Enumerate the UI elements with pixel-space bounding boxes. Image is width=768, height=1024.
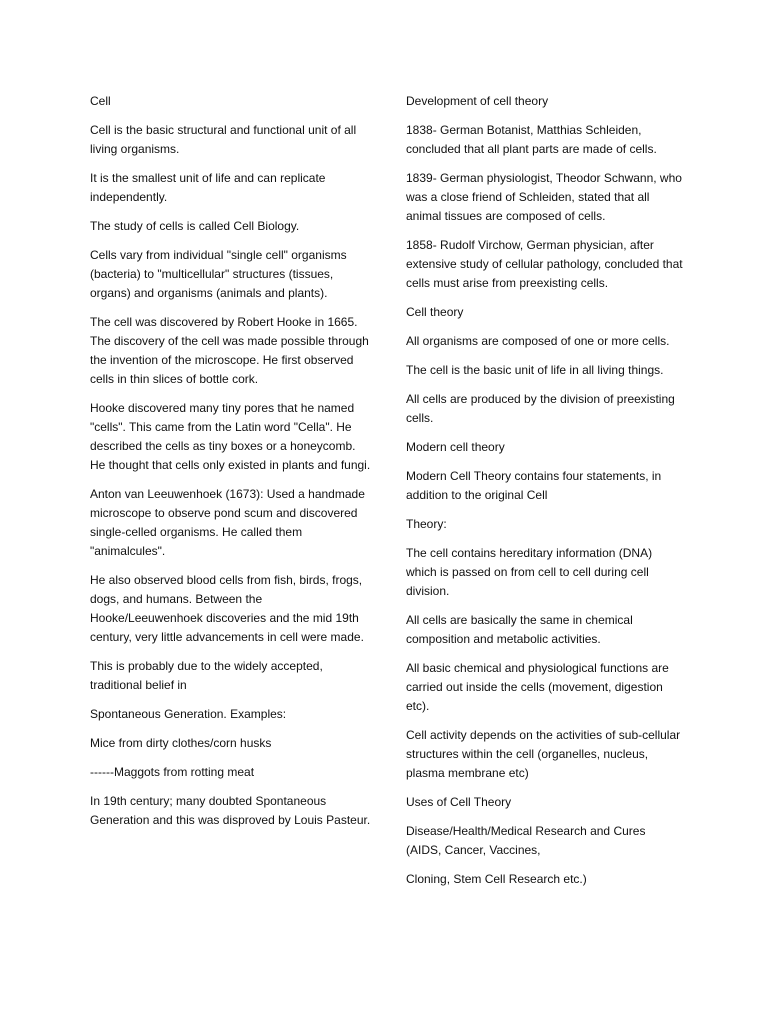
paragraph-hereditary-information: The cell contains hereditary information (DNA) which is passed on from cell to cell during cell division. (406, 546, 653, 598)
paragraph-cells-produced: All cells are produced by the division of preexisting cells. (406, 392, 675, 425)
heading-cell-theory: Cell theory (406, 305, 464, 319)
paragraph-basic-unit: The cell is the basic unit of life in all living things. (406, 363, 664, 377)
paragraph-spontaneous-generation: Spontaneous Generation. Examples: (90, 707, 287, 721)
right-column (406, 92, 684, 899)
paragraph-leeuwenhoek: Anton van Leeuwenhoek (1673): Used a handmade microscope to observe pond scum and discovered single-celled organisms. He called them "animalcules". (90, 487, 365, 558)
paragraph-virchow: 1858- Rudolf Virchow, German physician, after extensive study of cellular pathology, concluded that cells must arise from preexisting cells. (406, 238, 683, 290)
paragraph-functions-inside: All basic chemical and physiological functions are carried out inside the cells (movement, digestion etc). (406, 661, 669, 713)
heading-cell: Cell (90, 94, 111, 108)
paragraph-pasteur: In 19th century; many doubted Spontaneous Generation and this was disproved by Louis Pasteur. (90, 794, 371, 827)
paragraph-smallest-unit: It is the smallest unit of life and can replicate independently. (90, 171, 326, 204)
paragraph-cell-biology: The study of cells is called Cell Biology. (90, 219, 300, 233)
paragraph-disease-research: Disease/Health/Medical Research and Cures (AIDS, Cancer, Vaccines, (406, 824, 646, 857)
paragraph-cell-activity: Cell activity depends on the activities of sub-cellular structures within the cell (organelles, nucleus, plasma membrane etc) (406, 728, 681, 780)
left-column (90, 92, 372, 840)
heading-modern-cell-theory: Modern cell theory (406, 440, 505, 454)
paragraph-organisms-composed: All organisms are composed of one or more cells. (406, 334, 670, 348)
paragraph-maggots-example: ------Maggots from rotting meat (90, 765, 255, 779)
paragraph-same-composition: All cells are basically the same in chemical composition and metabolic activities. (406, 613, 633, 646)
paragraph-four-statements: Modern Cell Theory contains four statements, in addition to the original Cell (406, 469, 662, 502)
paragraph-cloning: Cloning, Stem Cell Research etc.) (406, 872, 587, 886)
paragraph-mice-example: Mice from dirty clothes/corn husks (90, 736, 272, 750)
paragraph-theory-label: Theory: (406, 517, 447, 531)
paragraph-blood-cells: He also observed blood cells from fish, birds, frogs, dogs, and humans. Between the Hooke/Leeuwenhoek discoveries and the mid 19th century, very little advancements in cell were made. (90, 573, 364, 644)
paragraph-traditional-belief: This is probably due to the widely accepted, traditional belief in (90, 659, 323, 692)
paragraph-cell-definition: Cell is the basic structural and functional unit of all living organisms. (90, 123, 357, 156)
paragraph-cells-vary: Cells vary from individual "single cell" organisms (bacteria) to "multicellular" structures (tissues, organs) and organisms (animals and plants). (90, 248, 347, 300)
paragraph-schwann: 1839- German physiologist, Theodor Schwann, who was a close friend of Schleiden, stated that all animal tissues are composed of cells. (406, 171, 682, 223)
heading-uses-cell-theory: Uses of Cell Theory (406, 795, 512, 809)
heading-development-cell-theory: Development of cell theory (406, 94, 549, 108)
paragraph-hooke-pores: Hooke discovered many tiny pores that he named "cells". This came from the Latin word "Cella". He described the cells as tiny boxes or a honeycomb. He thought that cells only existed in plants and fungi. (90, 401, 371, 472)
paragraph-schleiden: 1838- German Botanist, Matthias Schleiden, concluded that all plant parts are made of cells. (406, 123, 657, 156)
paragraph-hooke-discovery: The cell was discovered by Robert Hooke in 1665. The discovery of the cell was made possible through the invention of the microscope. He first observed cells in thin slices of bottle cork. (90, 315, 369, 386)
